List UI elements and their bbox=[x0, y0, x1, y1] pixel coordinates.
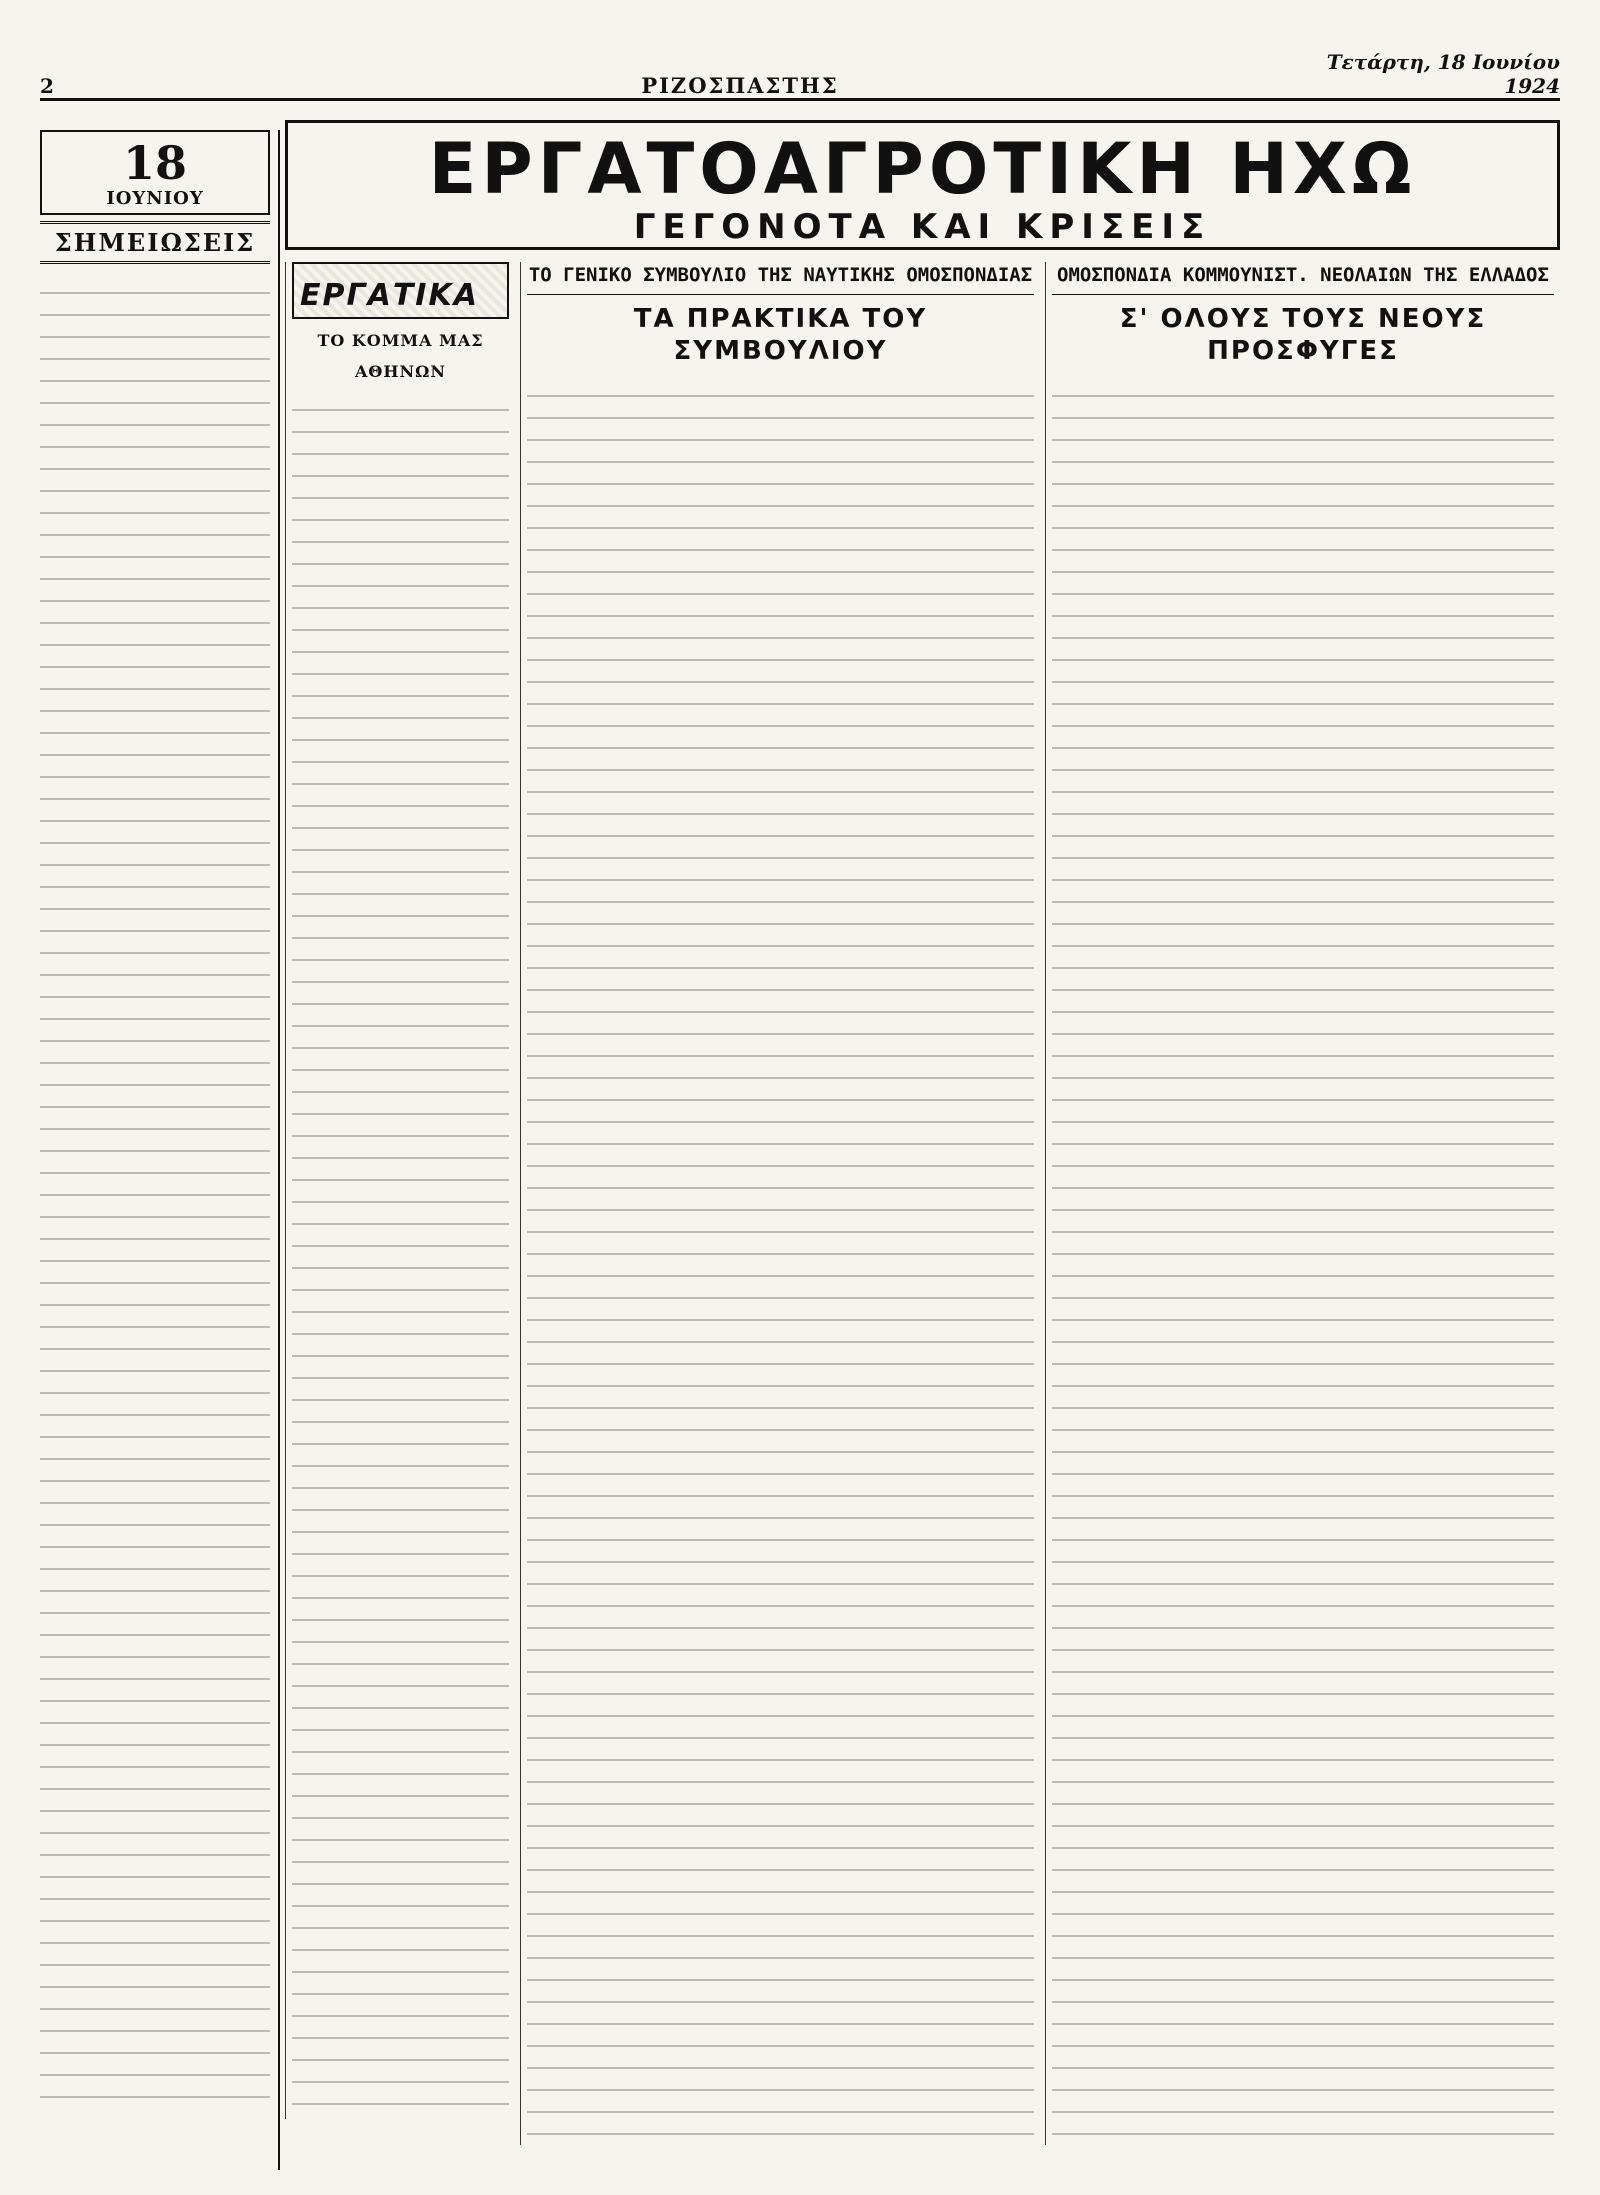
section-athens: ΑΘΗΝΩΝ bbox=[355, 362, 446, 381]
page-header bbox=[40, 50, 1560, 101]
section-party: ΤΟ ΚΟΜΜΑ ΜΑΣ bbox=[317, 331, 484, 350]
banner-title: ΕΡΓΑΤΟΑΓΡΟΤΙΚΗ ΗΧΩ bbox=[428, 128, 1417, 210]
ergatika-body-text bbox=[292, 399, 509, 2119]
column-ergatika bbox=[285, 262, 515, 2119]
neolaia-subhead: Σ' ΟΛΟΥΣ ΤΟΥΣ ΝΕΟΥΣ ΠΡΟΣΦΥΓΕΣ bbox=[1119, 304, 1487, 366]
naftiki-body-text bbox=[527, 385, 1034, 2145]
column-neolaia bbox=[1045, 262, 1560, 2145]
date-month: ΙΟΥΝΙΟΥ bbox=[106, 188, 204, 209]
ergatika-kicker: ΕΡΓΑΤΙΚΑ bbox=[292, 262, 509, 319]
banner-subtitle: ΓΕΓΟΝΟΤΑ ΚΑΙ ΚΡΙΣΕΙΣ bbox=[633, 207, 1212, 247]
section-banner bbox=[285, 120, 1560, 250]
notes-title: ΣΗΜΕΙΩΣΕΙΣ bbox=[40, 221, 270, 264]
date-day: 18 bbox=[122, 136, 187, 190]
page-number: 2 bbox=[40, 74, 54, 98]
naftiki-headline: ΤΟ ΓΕΝΙΚΟ ΣΥΜΒΟΥΛΙΟ ΤΗΣ ΝΑΥΤΙΚΗΣ ΟΜΟΣΠΟΝΔΙΑΣ bbox=[527, 262, 1034, 295]
naftiki-subhead: ΤΑ ΠΡΑΚΤΙΚΑ ΤΟΥ ΣΥΜΒΟΥΛΙΟΥ bbox=[633, 304, 928, 366]
issue-date: Τετάρτη, 18 Ιουνίου 1924 bbox=[1326, 50, 1560, 98]
masthead: ΡΙΖΟΣΠΑΣΤΗΣ bbox=[641, 73, 839, 98]
left-notes-column bbox=[40, 130, 280, 2170]
neolaia-headline: ΟΜΟΣΠΟΝΔΙΑ ΚΟΜΜΟΥΝΙΣΤ. ΝΕΟΛΑΙΩΝ ΤΗΣ ΕΛΛΑΔΟΣ bbox=[1052, 262, 1554, 295]
notes-body-text bbox=[40, 282, 270, 2102]
column-naftiki bbox=[520, 262, 1040, 2145]
neolaia-body-text bbox=[1052, 385, 1554, 2145]
date-box bbox=[40, 130, 270, 215]
